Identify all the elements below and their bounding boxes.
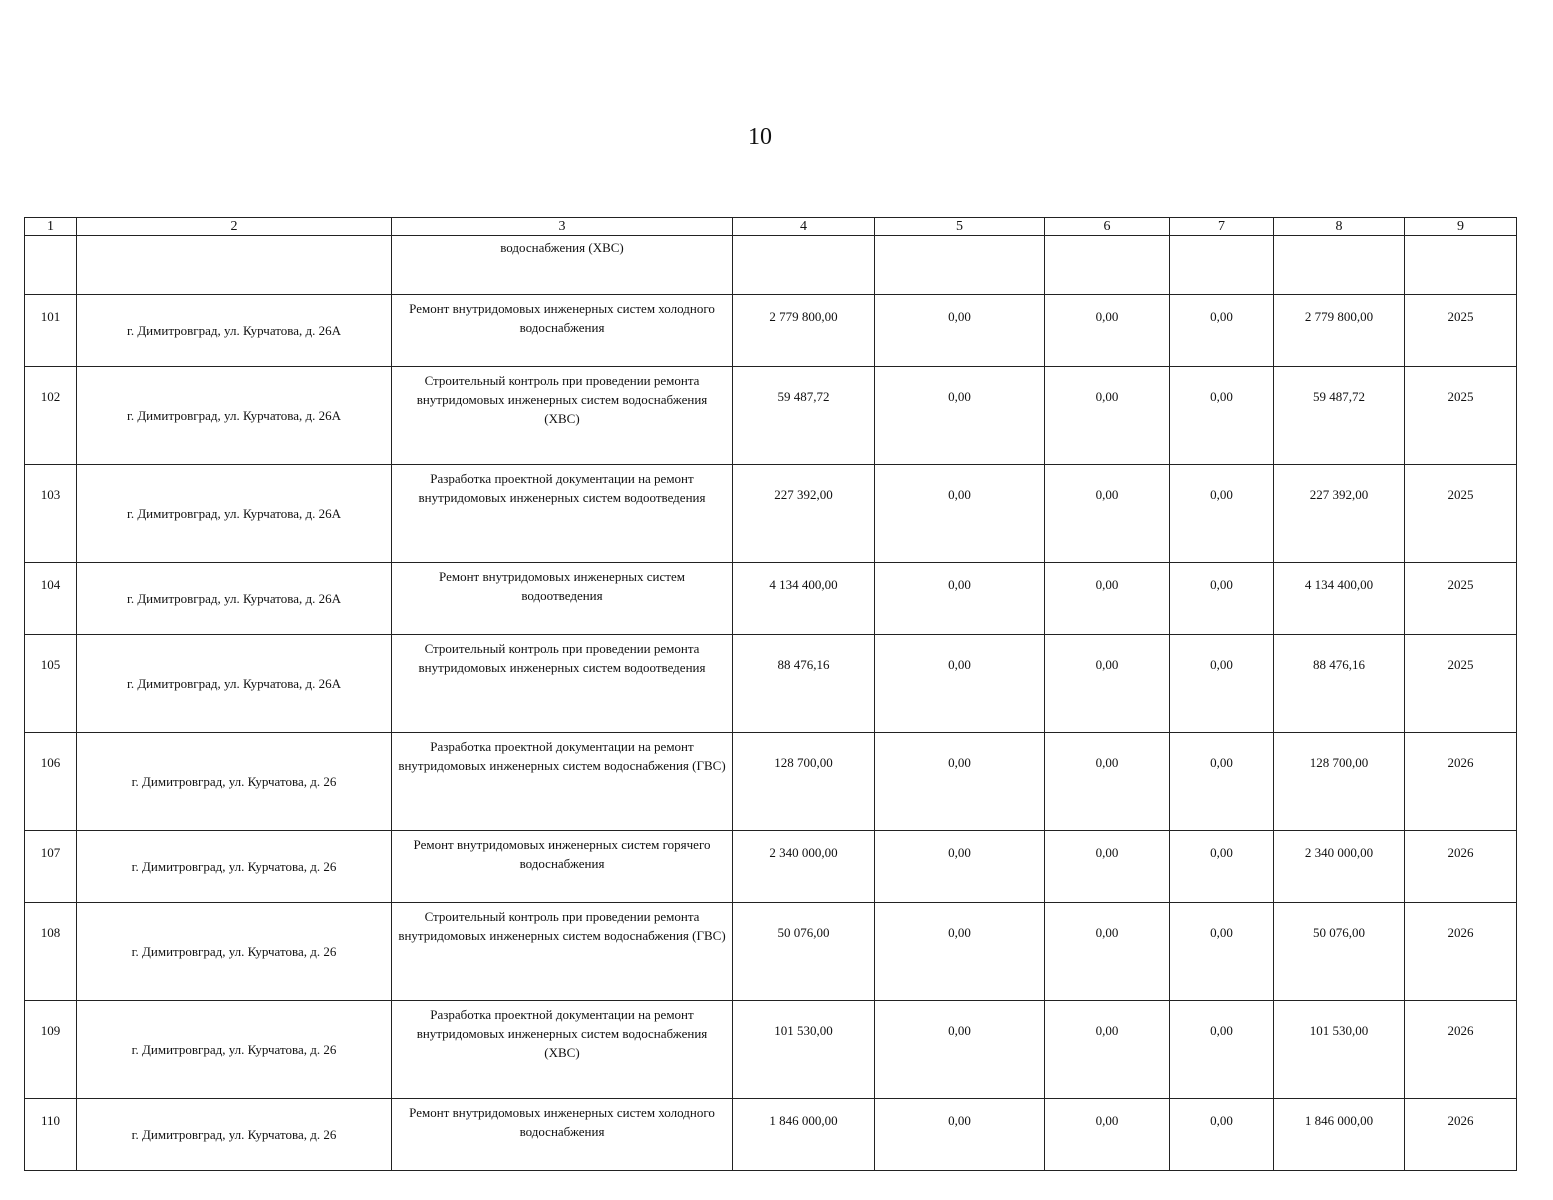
header-cell: 1 — [25, 218, 77, 236]
address-cell: г. Димитровград, ул. Курчатова, д. 26 — [77, 903, 392, 1001]
address-cell: г. Димитровград, ул. Курчатова, д. 26 — [77, 1099, 392, 1171]
row-number-cell: 107 — [25, 831, 77, 903]
continuation-row — [25, 236, 1517, 295]
table-row — [25, 465, 1517, 563]
amount-col4-cell: 1 846 000,00 — [733, 1099, 875, 1171]
amount-col4-cell: 4 134 400,00 — [733, 563, 875, 635]
row-number-cell: 104 — [25, 563, 77, 635]
address-cell: г. Димитровград, ул. Курчатова, д. 26А — [77, 295, 392, 367]
amount-col4-cell: 128 700,00 — [733, 733, 875, 831]
table-cell — [875, 236, 1045, 295]
header-cell: 3 — [392, 218, 733, 236]
address-cell: г. Димитровград, ул. Курчатова, д. 26А — [77, 367, 392, 465]
amount-col7-cell: 0,00 — [1170, 831, 1274, 903]
amount-col6-cell: 0,00 — [1045, 635, 1170, 733]
amount-total-cell: 128 700,00 — [1274, 733, 1405, 831]
amount-col5-cell: 0,00 — [875, 1099, 1045, 1171]
amount-total-cell: 2 779 800,00 — [1274, 295, 1405, 367]
table-cell — [1170, 236, 1274, 295]
amount-col4-cell: 59 487,72 — [733, 367, 875, 465]
amount-col5-cell: 0,00 — [875, 1001, 1045, 1099]
amount-col6-cell: 0,00 — [1045, 831, 1170, 903]
row-number-cell: 102 — [25, 367, 77, 465]
amount-total-cell: 227 392,00 — [1274, 465, 1405, 563]
address-cell: г. Димитровград, ул. Курчатова, д. 26А — [77, 465, 392, 563]
header-cell: 2 — [77, 218, 392, 236]
address-cell: г. Димитровград, ул. Курчатова, д. 26 — [77, 1001, 392, 1099]
year-cell: 2026 — [1405, 1099, 1517, 1171]
header-cell: 9 — [1405, 218, 1517, 236]
page-number: 10 — [748, 124, 772, 150]
description-cell: Разработка проектной документации на ремонт внутридомовых инженерных систем водоотведения — [392, 465, 733, 563]
amount-col4-cell: 88 476,16 — [733, 635, 875, 733]
amount-col4-cell: 227 392,00 — [733, 465, 875, 563]
description-cell: водоснабжения (ХВС) — [392, 236, 733, 295]
amount-total-cell: 59 487,72 — [1274, 367, 1405, 465]
amount-col6-cell: 0,00 — [1045, 903, 1170, 1001]
amount-col5-cell: 0,00 — [875, 635, 1045, 733]
year-cell: 2025 — [1405, 563, 1517, 635]
amount-col7-cell: 0,00 — [1170, 903, 1274, 1001]
address-cell: г. Димитровград, ул. Курчатова, д. 26А — [77, 635, 392, 733]
address-cell: г. Димитровград, ул. Курчатова, д. 26А — [77, 563, 392, 635]
row-number-cell: 109 — [25, 1001, 77, 1099]
table-row — [25, 903, 1517, 1001]
year-cell: 2025 — [1405, 465, 1517, 563]
description-cell: Строительный контроль при проведении ремонта внутридомовых инженерных систем водоотведения — [392, 635, 733, 733]
amount-col7-cell: 0,00 — [1170, 1001, 1274, 1099]
amount-total-cell: 1 846 000,00 — [1274, 1099, 1405, 1171]
year-cell: 2026 — [1405, 1001, 1517, 1099]
description-cell: Ремонт внутридомовых инженерных систем холодного водоснабжения — [392, 295, 733, 367]
row-number-cell: 110 — [25, 1099, 77, 1171]
amount-col6-cell: 0,00 — [1045, 1001, 1170, 1099]
amount-col5-cell: 0,00 — [875, 903, 1045, 1001]
table-row — [25, 1099, 1517, 1171]
year-cell: 2026 — [1405, 831, 1517, 903]
table-row — [25, 367, 1517, 465]
address-cell: г. Димитровград, ул. Курчатова, д. 26 — [77, 831, 392, 903]
header-cell: 8 — [1274, 218, 1405, 236]
amount-col5-cell: 0,00 — [875, 295, 1045, 367]
header-cell: 4 — [733, 218, 875, 236]
amount-col6-cell: 0,00 — [1045, 367, 1170, 465]
amount-col7-cell: 0,00 — [1170, 465, 1274, 563]
year-cell: 2025 — [1405, 367, 1517, 465]
table-cell — [77, 236, 392, 295]
amount-col7-cell: 0,00 — [1170, 563, 1274, 635]
amount-col4-cell: 2 779 800,00 — [733, 295, 875, 367]
amount-total-cell: 2 340 000,00 — [1274, 831, 1405, 903]
description-cell: Ремонт внутридомовых инженерных систем холодного водоснабжения — [392, 1099, 733, 1171]
amount-col5-cell: 0,00 — [875, 733, 1045, 831]
row-number-cell: 106 — [25, 733, 77, 831]
row-number-cell: 108 — [25, 903, 77, 1001]
amount-col7-cell: 0,00 — [1170, 295, 1274, 367]
amount-col7-cell: 0,00 — [1170, 733, 1274, 831]
address-cell: г. Димитровград, ул. Курчатова, д. 26 — [77, 733, 392, 831]
amount-col6-cell: 0,00 — [1045, 465, 1170, 563]
amount-total-cell: 4 134 400,00 — [1274, 563, 1405, 635]
table-cell — [1045, 236, 1170, 295]
row-number-cell: 103 — [25, 465, 77, 563]
table-cell — [733, 236, 875, 295]
amount-col7-cell: 0,00 — [1170, 367, 1274, 465]
amount-col4-cell: 2 340 000,00 — [733, 831, 875, 903]
table-row — [25, 635, 1517, 733]
amount-total-cell: 88 476,16 — [1274, 635, 1405, 733]
amount-col5-cell: 0,00 — [875, 831, 1045, 903]
table-row — [25, 733, 1517, 831]
amount-col5-cell: 0,00 — [875, 465, 1045, 563]
header-cell: 7 — [1170, 218, 1274, 236]
table-cell — [1405, 236, 1517, 295]
description-cell: Разработка проектной документации на ремонт внутридомовых инженерных систем водоснабжения (ГВС) — [392, 733, 733, 831]
row-number-cell: 101 — [25, 295, 77, 367]
description-cell: Ремонт внутридомовых инженерных систем горячего водоснабжения — [392, 831, 733, 903]
description-cell: Разработка проектной документации на ремонт внутридомовых инженерных систем водоснабжения (ХВС) — [392, 1001, 733, 1099]
amount-col5-cell: 0,00 — [875, 367, 1045, 465]
amount-col6-cell: 0,00 — [1045, 1099, 1170, 1171]
table-cell — [1274, 236, 1405, 295]
year-cell: 2025 — [1405, 295, 1517, 367]
amount-col6-cell: 0,00 — [1045, 563, 1170, 635]
amount-col6-cell: 0,00 — [1045, 295, 1170, 367]
description-cell: Строительный контроль при проведении ремонта внутридомовых инженерных систем водоснабжения (ХВС) — [392, 367, 733, 465]
header-row — [25, 218, 1517, 236]
table-row — [25, 563, 1517, 635]
table-row — [25, 1001, 1517, 1099]
amount-col4-cell: 50 076,00 — [733, 903, 875, 1001]
amount-col4-cell: 101 530,00 — [733, 1001, 875, 1099]
amount-total-cell: 101 530,00 — [1274, 1001, 1405, 1099]
header-cell: 6 — [1045, 218, 1170, 236]
amount-total-cell: 50 076,00 — [1274, 903, 1405, 1001]
row-number-cell: 105 — [25, 635, 77, 733]
table-cell — [25, 236, 77, 295]
description-cell: Ремонт внутридомовых инженерных систем водоотведения — [392, 563, 733, 635]
table-row — [25, 295, 1517, 367]
amount-col6-cell: 0,00 — [1045, 733, 1170, 831]
amount-col5-cell: 0,00 — [875, 563, 1045, 635]
description-cell: Строительный контроль при проведении ремонта внутридомовых инженерных систем водоснабжения (ГВС) — [392, 903, 733, 1001]
year-cell: 2026 — [1405, 903, 1517, 1001]
year-cell: 2026 — [1405, 733, 1517, 831]
works-table — [24, 217, 1517, 1171]
year-cell: 2025 — [1405, 635, 1517, 733]
amount-col7-cell: 0,00 — [1170, 635, 1274, 733]
amount-col7-cell: 0,00 — [1170, 1099, 1274, 1171]
table-row — [25, 831, 1517, 903]
header-cell: 5 — [875, 218, 1045, 236]
